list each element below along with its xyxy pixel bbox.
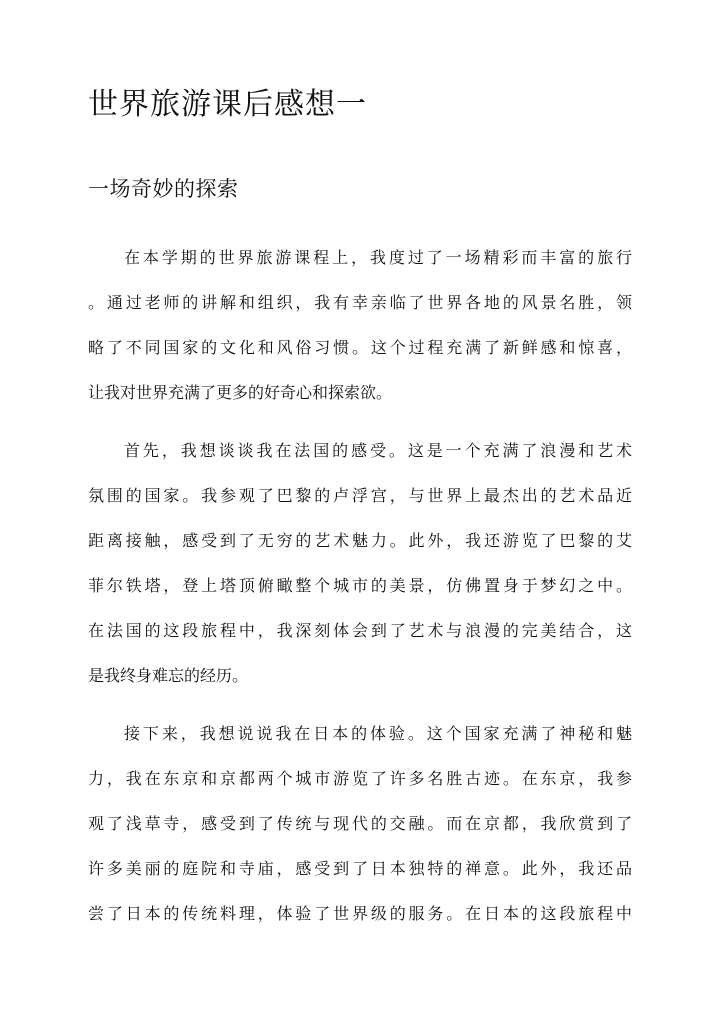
paragraph-line: 观了浅草寺，感受到了传统与现代的交融。而在京都，我欣赏到了 — [88, 814, 632, 833]
paragraph-line: 在法国的这段旅程中，我深刻体会到了艺术与浪漫的完美结合，这 — [88, 621, 632, 640]
paragraph-line: 略了不同国家的文化和风俗习惯。这个过程充满了新鲜感和惊喜， — [88, 338, 632, 357]
paragraph-line: 在本学期的世界旅游课程上，我度过了一场精彩而丰富的旅行 — [124, 248, 632, 267]
paragraph-line: 菲尔铁塔，登上塔顶俯瞰整个城市的美景，仿佛置身于梦幻之中。 — [88, 576, 632, 595]
paragraph-line: 。通过老师的讲解和组织，我有幸亲临了世界各地的风景名胜，领 — [88, 293, 632, 312]
paragraph-line: 是我终身难忘的经历。 — [88, 666, 249, 685]
paragraph-spacer — [88, 698, 632, 711]
paragraph-line: 氛围的国家。我参观了巴黎的卢浮宫，与世界上最杰出的艺术品近 — [88, 486, 632, 505]
paragraph-japan — [88, 711, 632, 936]
paragraph-line: 尝了日本的传统料理，体验了世界级的服务。在日本的这段旅程中 — [88, 904, 632, 923]
paragraph-line: 距离接触，感受到了无穷的艺术魅力。此外，我还游览了巴黎的艾 — [88, 531, 632, 550]
section-heading: 一场奇妙的探索 — [88, 177, 239, 201]
paragraph-spacer — [88, 415, 632, 428]
paragraph-line: 让我对世界充满了更多的好奇心和探索欲。 — [88, 383, 393, 402]
paragraph-intro — [88, 235, 632, 415]
paragraph-line: 许多美丽的庭院和寺庙，感受到了日本独特的禅意。此外，我还品 — [88, 859, 632, 878]
document-title: 世界旅游课后感想一 — [88, 87, 367, 122]
paragraph-france — [88, 428, 632, 698]
document-body — [88, 235, 632, 936]
paragraph-line: 力，我在东京和京都两个城市游览了许多名胜古迹。在东京，我参 — [88, 769, 632, 788]
paragraph-line: 首先，我想谈谈我在法国的感受。这是一个充满了浪漫和艺术 — [124, 441, 632, 460]
paragraph-line: 接下来，我想说说我在日本的体验。这个国家充满了神秘和魅 — [124, 724, 632, 743]
